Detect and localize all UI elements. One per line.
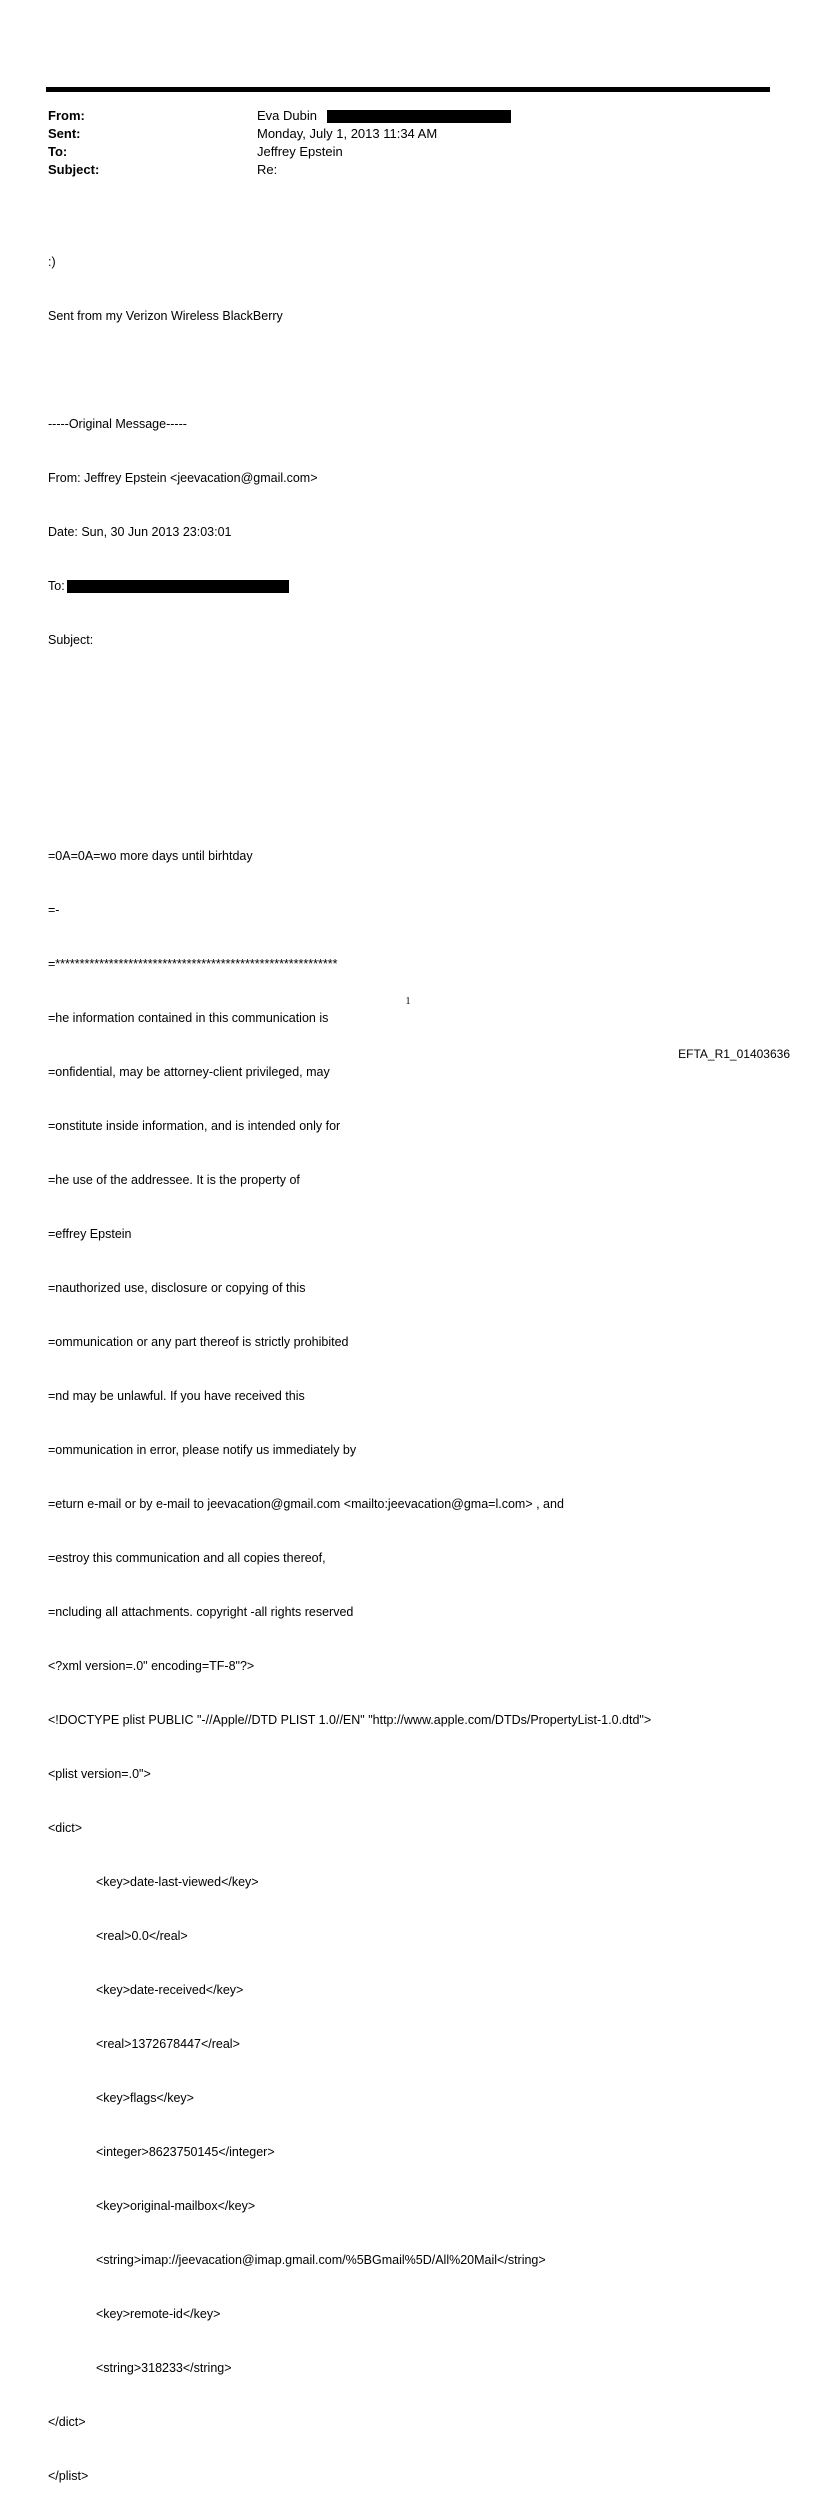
sent-value: Monday, July 1, 2013 11:34 AM [257,126,438,141]
stars-line: =********************************************************** [48,957,338,971]
smiley-line: :) [48,255,56,269]
disclaimer-line: =he use of the addressee. It is the property of [48,1173,300,1187]
disclaimer-line: =nauthorized use, disclosure or copying of this [48,1281,306,1295]
original-subject: Subject: [48,633,94,647]
redaction-block [67,580,289,593]
disclaimer-line: =effrey Epstein [48,1227,132,1241]
disclaimer-line: =he information contained in this communication is [48,1011,329,1025]
blank-line [48,685,788,703]
dict-open: <dict> [48,1821,83,1835]
disclaimer-line: =onfidential, may be attorney-client privileged, may [48,1065,330,1079]
original-message-marker: -----Original Message----- [48,417,187,431]
dict-entry: <real>1372678447</real> [96,2037,240,2051]
email-body [48,217,788,2503]
plist-open: <plist version=.0"> [48,1767,151,1781]
to-value: Jeffrey Epstein [257,144,343,159]
dict-close: </dict> [48,2415,86,2429]
disclaimer-line: =ommunication or any part thereof is strictly prohibited [48,1335,349,1349]
dict-entry: <key>original-mailbox</key> [96,2199,256,2213]
header-rule [46,87,770,92]
original-from: From: Jeffrey Epstein <jeevacation@gmail.com> [48,471,318,485]
message-line: =0A=0A=wo more days until birhtday [48,849,253,863]
disclaimer-line: =ncluding all attachments. copyright -all rights reserved [48,1605,354,1619]
signature-line: Sent from my Verizon Wireless BlackBerry [48,309,283,323]
disclaimer-line: =ommunication in error, please notify us immediately by [48,1443,357,1457]
redaction-block [327,110,511,123]
bates-number: EFTA_R1_01403636 [678,1047,790,1061]
blank-line [48,361,788,379]
dict-entry: <string>imap://jeevacation@imap.gmail.com/%5BGmail%5D/All%20Mail</string> [96,2253,546,2267]
from-value [257,107,511,125]
dict-entry: <string>318233</string> [96,2361,232,2375]
doctype-line: <!DOCTYPE plist PUBLIC "-//Apple//DTD PLIST 1.0//EN" "http://www.apple.com/DTDs/PropertyList-1.0.dtd"> [48,1713,652,1727]
dict-entry: <key>date-received</key> [96,1983,244,1997]
dict-entry: <key>date-last-viewed</key> [96,1875,259,1889]
dict-entry: <integer>8623750145</integer> [96,2145,275,2159]
disclaimer-line: =nd may be unlawful. If you have received this [48,1389,305,1403]
blank-line [48,793,788,811]
subject-value: Re: [257,162,278,177]
original-date: Date: Sun, 30 Jun 2013 23:03:01 [48,525,232,539]
plist-close: </plist> [48,2469,89,2483]
xml-declaration: <?xml version=.0" encoding=TF-8"?> [48,1659,255,1673]
dict-entry: <key>remote-id</key> [96,2307,221,2321]
to-label: To: [48,144,68,159]
sent-label: Sent: [48,126,81,141]
subject-label: Subject: [48,162,100,177]
dict-entry: <key>flags</key> [96,2091,194,2105]
disclaimer-line: =estroy this communication and all copies thereof, [48,1551,326,1565]
disclaimer-line: =onstitute inside information, and is intended only for [48,1119,341,1133]
original-to [48,577,788,595]
from-label: From: [48,108,85,123]
page-number: 1 [405,996,411,1007]
blank-line [48,739,788,757]
dash-line: =- [48,903,60,917]
original-to-label: To: [48,579,65,593]
from-name: Eva Dubin [257,108,317,123]
disclaimer-line: =eturn e-mail or by e-mail to jeevacation@gmail.com <mailto:jeevacation@gma=l.com> , and [48,1497,564,1511]
dict-entry: <real>0.0</real> [96,1929,188,1943]
